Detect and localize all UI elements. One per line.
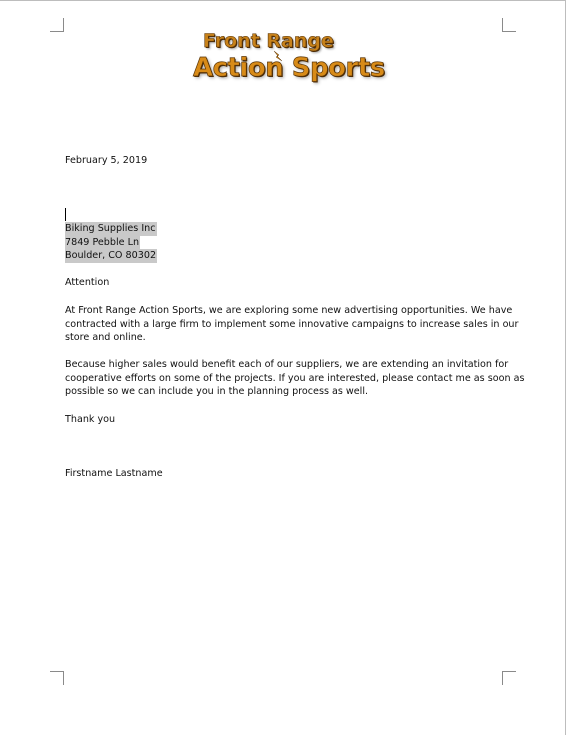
text-cursor [65, 208, 66, 221]
recipient-street[interactable]: 7849 Pebble Ln [65, 236, 140, 248]
attention-line: Attention [65, 277, 110, 288]
margin-corner-bottom-left [50, 671, 64, 685]
paragraph-2 [65, 358, 525, 399]
letter-date: February 5, 2019 [65, 155, 148, 166]
paragraph-1-line-3: store and online. [65, 332, 146, 344]
recipient-city-state-zip[interactable]: Boulder, CO 80302 [65, 250, 157, 262]
paragraph-1-line-2: contracted with a large firm to implement some innovative campaigns to increase sales in our [65, 318, 519, 330]
paragraph-1 [65, 304, 519, 345]
paragraph-2-line-2: cooperative efforts on some of the projects. If you are interested, please contact me as soon as [65, 372, 525, 384]
margin-corner-bottom-right [502, 671, 516, 685]
recipient-address [65, 222, 157, 263]
paragraph-2-line-3: possible so we can include you in the planning process as well. [65, 386, 369, 398]
logo-line-1: Front Range [203, 30, 334, 52]
logo-line-2: Action Sports [193, 53, 385, 83]
company-logo [190, 30, 385, 94]
margin-corner-top-left [50, 18, 64, 32]
recipient-name[interactable]: Biking Supplies Inc [65, 223, 156, 234]
closing: Thank you [65, 414, 116, 425]
paragraph-2-line-1: Because higher sales would benefit each of our suppliers, we are extending an invitation for [65, 359, 509, 370]
margin-corner-top-right [502, 18, 516, 32]
paragraph-1-line-1: At Front Range Action Sports, we are exploring some new advertising opportunities. We have [65, 305, 513, 316]
signature: Firstname Lastname [65, 468, 163, 479]
